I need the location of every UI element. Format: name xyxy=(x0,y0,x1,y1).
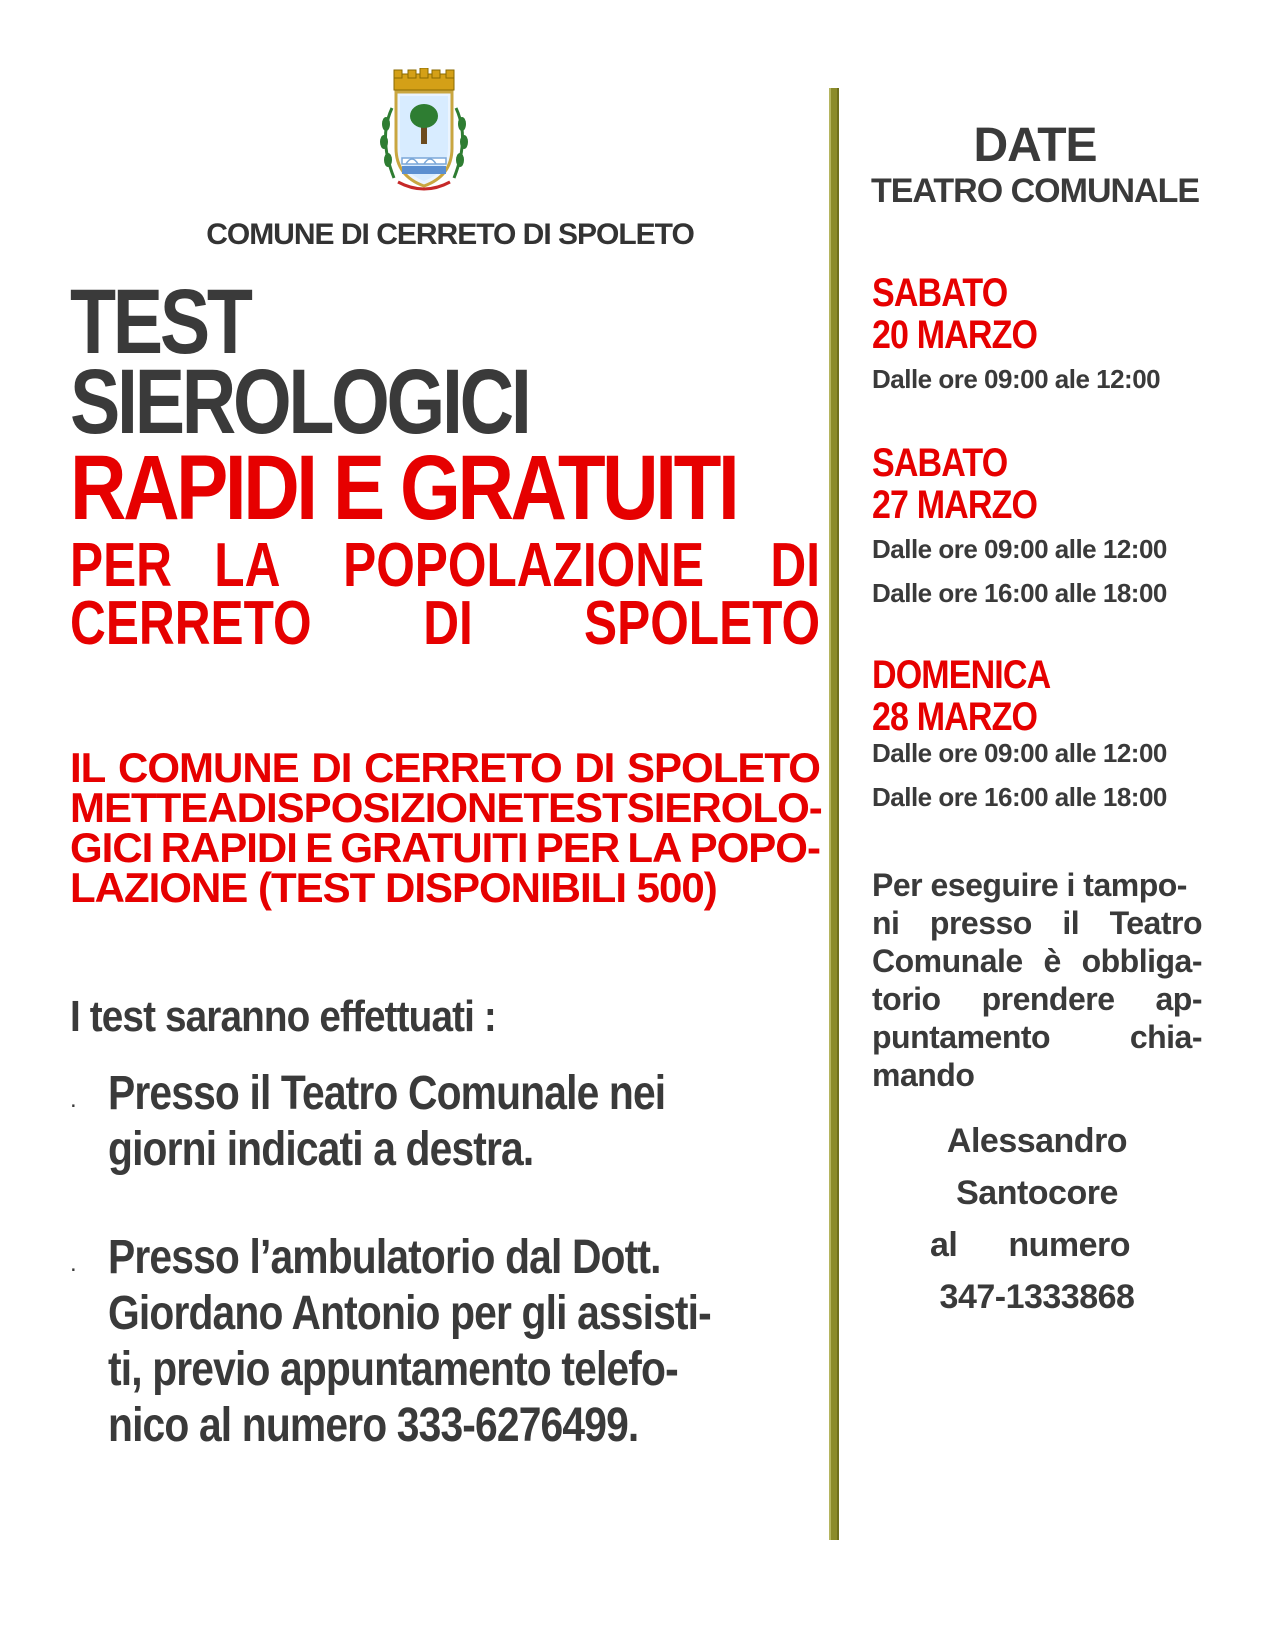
info-word: CERRETO xyxy=(364,744,562,791)
bullet-dot: . xyxy=(70,1086,77,1113)
info-word: POPO- xyxy=(689,824,820,871)
note-line xyxy=(872,866,1202,904)
info-line xyxy=(70,864,820,911)
note-word: chia- xyxy=(1129,1019,1202,1055)
date-day: DOMENICA xyxy=(872,653,1051,697)
info-word: A xyxy=(207,784,237,831)
info-word: TEST xyxy=(523,784,627,831)
info-word: PER xyxy=(535,824,620,871)
title-line-4 xyxy=(70,531,820,600)
title-line-3: RAPIDI E GRATUITI xyxy=(70,437,737,539)
title-word: DI xyxy=(770,531,820,600)
appointment-note xyxy=(872,866,1202,1094)
note-word: presso xyxy=(929,905,1032,941)
info-word: METTE xyxy=(70,784,208,831)
date-date: 27 MARZO xyxy=(872,483,1038,527)
date-time: Dalle ore 09:00 alle 12:00 xyxy=(872,534,1167,564)
note-line xyxy=(872,1056,1202,1094)
info-paragraph xyxy=(70,744,822,911)
info-word: RAPIDI xyxy=(160,824,297,871)
bullet-item-ambulatorio xyxy=(108,1230,817,1454)
bullet-item-teatro xyxy=(108,1066,764,1178)
note-line xyxy=(872,942,1202,980)
note-word: Comunale xyxy=(872,943,1023,979)
note-word: obbliga- xyxy=(1081,943,1202,979)
contact-phone: 347-1333868 xyxy=(939,1278,1135,1316)
title-word: SPOLETO xyxy=(583,589,820,658)
note-word: prendere xyxy=(981,981,1115,1017)
note-word: ni xyxy=(872,905,900,941)
info-word: LAZIONE (TEST DISPONIBILI 500) xyxy=(70,864,717,911)
contact-last-name: Santocore xyxy=(956,1174,1118,1212)
bullet-line: giorni indicati a destra. xyxy=(108,1123,534,1176)
date-time: Dalle ore 09:00 alle 12:00 xyxy=(872,738,1167,768)
dates-title: DATE xyxy=(973,119,1097,172)
contact-al-numero xyxy=(930,1226,1130,1265)
title-word: DI xyxy=(423,589,474,658)
info-line xyxy=(70,824,820,871)
note-word: ap- xyxy=(1155,981,1202,1017)
note-line xyxy=(872,1018,1202,1056)
note-word: Per eseguire i tampo- xyxy=(872,867,1187,903)
date-date: 28 MARZO xyxy=(872,695,1038,739)
date-time: Dalle ore 09:00 ale 12:00 xyxy=(872,364,1161,394)
title-word: LA xyxy=(214,531,281,600)
contact-numero: numero xyxy=(1008,1226,1130,1264)
note-word: mando xyxy=(872,1057,975,1093)
title-line-2: SIEROLOGICI xyxy=(70,351,529,453)
info-line xyxy=(70,744,820,791)
note-word: puntamento xyxy=(872,1019,1051,1055)
info-word: COMUNE xyxy=(118,744,299,791)
info-word: DI xyxy=(311,744,352,791)
info-word: SPOLETO xyxy=(627,744,820,791)
title-line-5 xyxy=(70,589,820,658)
bullet-line: Presso il Teatro Comunale nei xyxy=(108,1067,666,1120)
contact-al: al xyxy=(930,1226,958,1264)
info-word: E xyxy=(305,824,333,871)
info-line xyxy=(70,784,822,831)
title-word: PER xyxy=(70,531,172,600)
bullet-line: Presso l’ambulatorio dal Dott. xyxy=(108,1231,661,1284)
note-word: è xyxy=(1043,943,1061,979)
title-word: POPOLAZIONE xyxy=(342,531,704,600)
column-divider xyxy=(829,88,839,1540)
coat-of-arms-icon xyxy=(368,68,480,196)
info-word: GRATUITI xyxy=(340,824,528,871)
info-word: GICI xyxy=(70,824,153,871)
bullet-line: ti, previo appuntamento telefo- xyxy=(108,1343,678,1396)
title-line-1: TEST xyxy=(70,271,250,373)
dates-subtitle: TEATRO COMUNALE xyxy=(870,172,1200,210)
note-line xyxy=(872,904,1202,942)
info-word: SIEROLO- xyxy=(626,784,822,831)
info-word: DI xyxy=(574,744,615,791)
date-time: Dalle ore 16:00 alle 18:00 xyxy=(872,782,1167,812)
title-word: CERRETO xyxy=(70,589,312,658)
note-word: Teatro xyxy=(1109,905,1202,941)
info-word: LA xyxy=(627,824,682,871)
note-word: torio xyxy=(872,981,941,1017)
bullet-line: nico al numero 333-6276499. xyxy=(108,1399,639,1452)
date-day: SABATO xyxy=(872,441,1008,485)
info-word: IL xyxy=(70,744,106,791)
date-time: Dalle ore 16:00 alle 18:00 xyxy=(872,578,1167,608)
note-line xyxy=(872,980,1202,1018)
org-name: COMUNE DI CERRETO DI SPOLETO xyxy=(206,218,694,251)
bullet-line: Giordano Antonio per gli assisti- xyxy=(108,1287,711,1340)
date-date: 20 MARZO xyxy=(872,313,1038,357)
note-word: il xyxy=(1062,905,1080,941)
date-day: SABATO xyxy=(872,271,1008,315)
test-intro: I test saranno effettuati : xyxy=(70,992,496,1041)
contact-first-name: Alessandro xyxy=(946,1122,1128,1160)
info-word: DISPOSIZIONE xyxy=(236,784,524,831)
bullet-dot: . xyxy=(70,1250,77,1277)
